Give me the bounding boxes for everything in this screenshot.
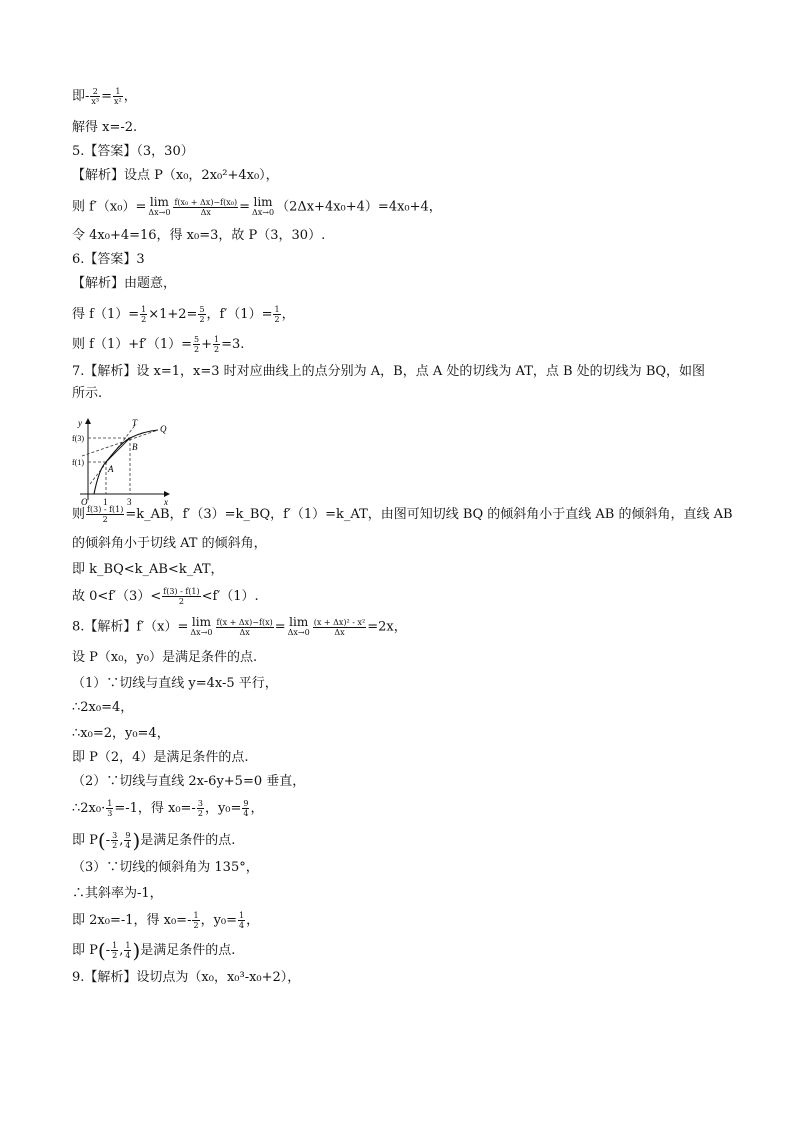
fraction: $\frac{\text{f(x₀ + Δx)−f(x₀)}}{\Delta x}$ [174, 197, 238, 217]
text-line: 令 4x₀+4=16，得 x₀=3，故 P（3，30）. [72, 228, 326, 243]
text-line: 【解析】设点 P（x₀，2x₀²+4x₀）， [72, 168, 279, 183]
label-t: T [132, 418, 138, 428]
text-line: 【解析】由题意， [72, 276, 177, 291]
limit: lim Δx→0 [287, 615, 310, 637]
limit: lim Δx→0 [251, 195, 275, 217]
tangent-graph [72, 416, 182, 508]
fraction: $\frac{5}{2}$ [199, 305, 205, 324]
text-line: 则 f′（x₀）= lim Δx→0 $\frac{\text{f(x₀ + Δx)−f(x₀)}}{\Delta x}$ = lim Δx→0 （2Δx+4x₀+4）=4x₀+4， [72, 195, 442, 217]
text-line: （3）∵切线的倾斜角为 135°， [72, 860, 259, 875]
text-line: 7.【解析】设 x=1，x=3 时对应曲线上的点分别为 A，B，点 A 处的切线为 AT，点 B 处的切线为 BQ，如图 [72, 364, 706, 379]
text-line: 解得 x=-2. [72, 120, 138, 135]
label-q: Q [160, 424, 167, 434]
tangent-bq [82, 430, 158, 456]
text-line: 则 f（1）+f′（1）= $\frac{5}{2}$ + $\frac{1}{2}$ =3. [72, 335, 245, 354]
text-line: 8.【解析】f′（x）= lim Δx→0 $\frac{f(x + \Delta x)-f(x)}{\Delta x}$ = lim Δx→0 $\frac{\text{(x + Δx)² - x²}}{\Delta x}$ =2x， [72, 615, 407, 637]
text-line: 即 P(- $\frac{1}{2}$ , $\frac{1}{4}$ )是满足条件的点. [72, 938, 236, 963]
limit: lim Δx→0 [148, 195, 171, 217]
label-a: A [108, 464, 114, 474]
text-line: （2）∵切线与直线 2x-6y+5=0 垂直， [72, 774, 306, 789]
fraction: $\frac{5}{2}$ [194, 335, 200, 354]
label-f3: f(3) [72, 434, 84, 443]
fraction: $\frac{1}{2}$ [112, 941, 118, 960]
fraction: $\frac{2}{\text{x³}}$ [91, 87, 100, 106]
fraction: $\frac{1}{2}$ [193, 911, 199, 930]
fraction: $\frac{1}{2}$ [274, 305, 280, 324]
label-y: y [78, 418, 82, 428]
label-3: 3 [127, 497, 132, 507]
text-line: ∴2x₀· $\frac{1}{3}$ =-1，得 x₀=- $\frac{3}{2}$ ，y₀= $\frac{9}{4}$ ， [72, 799, 264, 818]
fraction: $\frac{1}{4}$ [125, 941, 131, 960]
text-line: 即 P（2，4）是满足条件的点. [72, 750, 249, 765]
fraction: $\frac{\text{(x + Δx)² - x²}}{\Delta x}$ [313, 617, 366, 637]
text-line: ∴2x₀=4， [72, 700, 134, 715]
fraction: $\frac{1}{2}$ [141, 305, 147, 324]
fraction: $\frac{3}{2}$ [197, 799, 203, 818]
y-axis-arrow [85, 418, 91, 424]
text-line: 9.【解析】设切点为（x₀，x₀³-x₀+2）， [72, 970, 301, 985]
fraction: $\frac{f(x + \Delta x)-f(x)}{\Delta x}$ [216, 617, 273, 637]
text-line: 5.【答案】（3，30） [72, 144, 194, 159]
text-line: 则 $\frac{f(3) - f(1)}{2}$ =k_AB，f′（3）=k_BQ，f′（1）=k_AT，由图可知切线 BQ 的倾斜角小于直线 AB 的倾斜角，直线 AB [72, 505, 733, 524]
text-line: 即 k_BQ<k_AB<k_AT， [72, 562, 224, 577]
label-f1: f(1) [72, 458, 84, 467]
fraction: $\frac{f(3) - f(1)}{2}$ [87, 505, 124, 524]
fraction: $\frac{1}{3}$ [107, 799, 113, 818]
text-line: 即- $\frac{2}{\text{x³}}$ = $\frac{1}{\text{x²}}$ ， [72, 87, 137, 106]
text-line: ∴x₀=2，y₀=4， [72, 726, 170, 741]
text-line: 故 0<f′（3）< $\frac{f(3) - f(1)}{2}$ <f′（1）. [72, 587, 259, 606]
fraction: $\frac{1}{\text{x²}}$ [114, 87, 122, 106]
fraction: $\frac{f(3) - f(1)}{2}$ [163, 587, 200, 606]
text-line: ∴其斜率为-1， [72, 886, 163, 901]
text-line: 的倾斜角小于切线 AT 的倾斜角， [72, 536, 267, 551]
label-1: 1 [103, 497, 108, 507]
text-line: （1）∵切线与直线 y=4x-5 平行， [72, 676, 278, 691]
limit: lim Δx→0 [190, 615, 213, 637]
fraction: $\frac{1}{2}$ [214, 335, 220, 354]
label-b: B [132, 442, 138, 452]
label-x: x [164, 497, 168, 507]
text-line: 得 f（1）= $\frac{1}{2}$ ×1+2= $\frac{5}{2}$ ，f′（1）= $\frac{1}{2}$ ， [72, 305, 295, 324]
fraction: $\frac{9}{4}$ [243, 799, 249, 818]
text-line: 即 2x₀=-1，得 x₀=- $\frac{1}{2}$ ，y₀= $\frac{1}{4}$ ， [72, 911, 260, 930]
text-line: 6.【答案】3 [72, 252, 145, 267]
text-line: 所示. [72, 386, 103, 401]
label-origin: O [81, 497, 88, 507]
fraction: $\frac{9}{4}$ [125, 831, 131, 850]
fraction: $\frac{1}{4}$ [239, 911, 245, 930]
text-line: 设 P（x₀，y₀）是满足条件的点. [72, 650, 258, 665]
text-line: 即 P(- $\frac{3}{2}$ , $\frac{9}{4}$ )是满足条件的点. [72, 828, 236, 853]
fraction: $\frac{3}{2}$ [112, 831, 118, 850]
